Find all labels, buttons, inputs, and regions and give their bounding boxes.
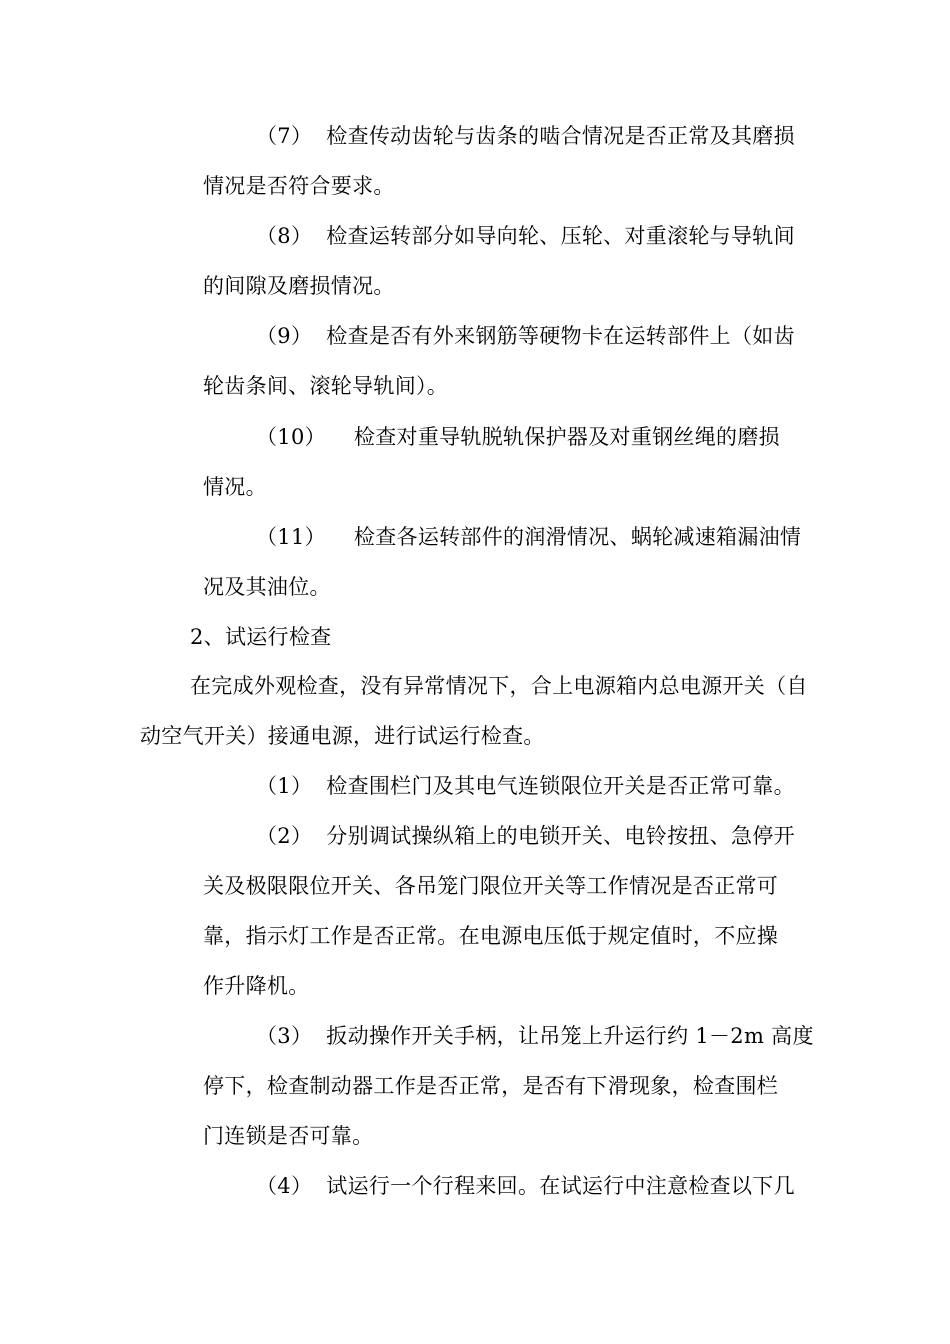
item-text: 检查是否有外来钢筋等硬物卡在运转部件上（如齿	[326, 324, 795, 348]
item-8-first-line	[256, 222, 795, 250]
item-text: 检查运转部分如导向轮、压轮、对重滚轮与导轨间	[326, 224, 795, 248]
step-3-line-2: 停下，检查制动器工作是否正常，是否有下滑现象，检查围栏	[203, 1074, 779, 1098]
item-9-first-line	[256, 322, 795, 350]
item-text: 检查对重导轨脱轨保护器及对重钢丝绳的磨损	[353, 425, 780, 449]
section-heading: 2、试运行检查	[190, 625, 332, 649]
step-number: （1）	[256, 774, 313, 798]
item-text: 检查传动齿轮与齿条的啮合情况是否正常及其磨损	[326, 124, 795, 148]
intro-line-2: 动空气开关）接通电源，进行试运行检查。	[140, 724, 545, 748]
step-number: （4）	[256, 1174, 313, 1198]
step-number: （2）	[256, 824, 313, 848]
item-10-first-line	[256, 423, 780, 451]
item-number: （7）	[256, 124, 313, 148]
item-7-first-line	[256, 122, 795, 150]
item-10-second-line: 情况。	[203, 475, 267, 499]
step-3-line-3: 门连锁是否可靠。	[203, 1124, 374, 1148]
item-number: （10）	[256, 425, 326, 449]
step-text: 试运行一个行程来回。在试运行中注意检查以下几	[326, 1174, 795, 1198]
item-11-second-line: 况及其油位。	[203, 575, 331, 599]
item-7-second-line: 情况是否符合要求。	[203, 174, 395, 198]
step-2-first-line	[256, 822, 795, 850]
step-3-first-line	[256, 1022, 814, 1050]
step-2-line-4: 作升降机。	[203, 974, 310, 998]
item-9-second-line: 轮齿条间、滚轮导轨间）。	[203, 374, 449, 398]
step-1-first-line	[256, 772, 795, 800]
item-text: 检查各运转部件的润滑情况、蜗轮减速箱漏油情	[353, 525, 802, 549]
step-number: （3）	[256, 1024, 313, 1048]
item-number: （11）	[256, 525, 326, 549]
item-number: （9）	[256, 324, 313, 348]
step-2-line-2: 关及极限限位开关、各吊笼门限位开关等工作情况是否正常可	[203, 874, 779, 898]
item-11-first-line	[256, 523, 801, 551]
item-number: （8）	[256, 224, 313, 248]
step-text: 检查围栏门及其电气连锁限位开关是否正常可靠。	[326, 774, 795, 798]
step-2-line-3: 靠，指示灯工作是否正常。在电源电压低于规定值时，不应操	[203, 924, 779, 948]
step-text: 分别调试操纵箱上的电锁开关、电铃按扭、急停开	[326, 824, 795, 848]
step-text: 扳动操作开关手柄，让吊笼上升运行约 1－2m 高度	[326, 1024, 814, 1048]
step-4-first-line	[256, 1172, 795, 1200]
item-8-second-line: 的间隙及磨损情况。	[203, 274, 395, 298]
intro-line-1: 在完成外观检查，没有异常情况下，合上电源箱内总电源开关（自	[190, 674, 808, 698]
